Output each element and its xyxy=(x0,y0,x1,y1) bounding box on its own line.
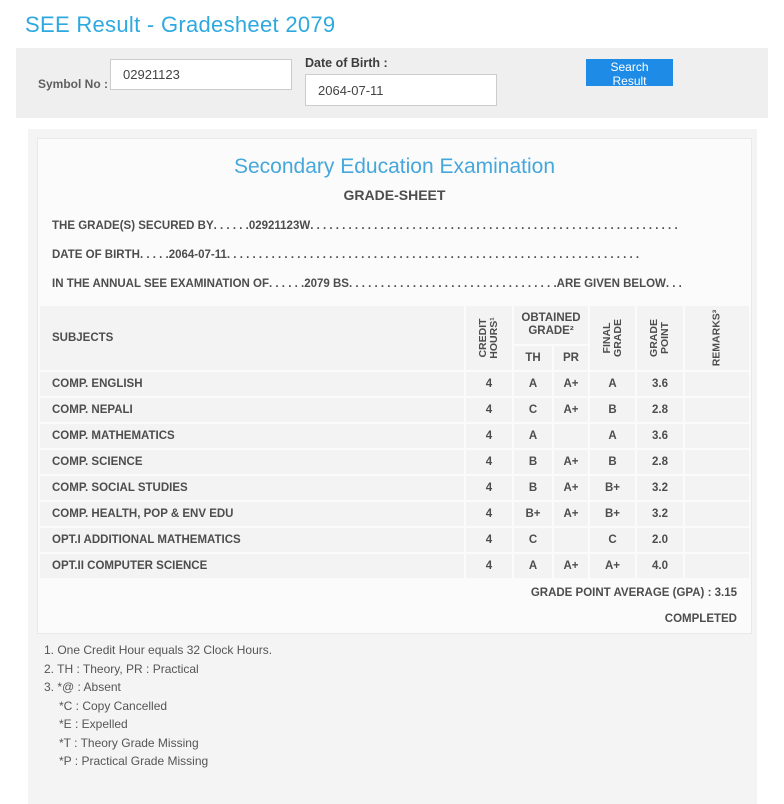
cell-th: A xyxy=(514,372,552,396)
cell-subject: COMP. ENGLISH xyxy=(40,372,464,396)
symbol-no-value: 02921123W xyxy=(248,219,311,232)
cell-final: A+ xyxy=(590,554,635,578)
table-row xyxy=(40,476,749,500)
dotted-filler: . . . xyxy=(665,277,682,290)
statements xyxy=(52,211,737,298)
cell-final: B+ xyxy=(590,502,635,526)
statement-label: DATE OF BIRTH xyxy=(52,248,140,261)
cell-credit: 4 xyxy=(466,450,512,474)
statement-secured-by xyxy=(52,211,737,240)
statement-label: IN THE ANNUAL SEE EXAMINATION OF xyxy=(52,277,270,290)
symbol-no-label: Symbol No : xyxy=(38,77,109,91)
search-result-button[interactable]: Search Result xyxy=(586,59,673,86)
table-row xyxy=(40,372,749,396)
dob-label: Date of Birth : xyxy=(305,56,388,70)
cell-grade-point: 3.2 xyxy=(637,476,683,500)
col-header-remarks-label: REMARKS³ xyxy=(710,309,723,367)
cell-credit: 4 xyxy=(466,398,512,422)
cell-grade-point: 2.8 xyxy=(637,398,683,422)
dotted-filler: . . . . . . . . . . . . . . . . . . . . . . . . . . . . . . . . . . . . . . . . . . . . . . . . . . . . . . . . . . . . . . . . . xyxy=(226,248,640,261)
cell-grade-point: 3.2 xyxy=(637,502,683,526)
dob-value: 2064-07-11 xyxy=(168,248,227,261)
cell-subject: COMP. HEALTH, POP & ENV EDU xyxy=(40,502,464,526)
cell-final: B xyxy=(590,398,635,422)
cell-th: C xyxy=(514,398,552,422)
col-header-obtained-line1: OBTAINED xyxy=(521,312,581,324)
cell-th: A xyxy=(514,424,552,448)
cell-subject: OPT.I ADDITIONAL MATHEMATICS xyxy=(40,528,464,552)
dotted-filler: . . . . . . . . . . . . . . . . . . . . . . . . . . . . . . . . . . . . . . . . . . . . . . . . . . . . . . . . . . xyxy=(310,219,678,232)
col-header-credit-line2: HOURS¹ xyxy=(488,317,500,359)
col-header-credit-hours xyxy=(466,306,512,370)
grade-table xyxy=(38,304,751,580)
dotted-filler: . . . . . . . . . . . . . . . . . . . . . . . . . . . . . . . . . xyxy=(348,277,557,290)
cell-th: B xyxy=(514,476,552,500)
exam-year-value: 2079 BS xyxy=(304,277,349,290)
col-header-remarks xyxy=(685,306,749,370)
cell-th: C xyxy=(514,528,552,552)
statement-suffix: ARE GIVEN BELOW xyxy=(556,277,666,290)
footnotes xyxy=(44,641,272,771)
table-row xyxy=(40,554,749,578)
cell-grade-point: 4.0 xyxy=(637,554,683,578)
cell-final: A xyxy=(590,372,635,396)
cell-credit: 4 xyxy=(466,424,512,448)
cell-pr: A+ xyxy=(554,554,588,578)
cell-pr xyxy=(554,424,588,448)
footnote: *P : Practical Grade Missing xyxy=(59,754,209,768)
cell-remarks xyxy=(685,476,749,500)
page-title: SEE Result - Gradesheet 2079 xyxy=(25,12,336,37)
cell-remarks xyxy=(685,528,749,552)
col-header-obtained-grade xyxy=(514,306,588,344)
cell-grade-point: 3.6 xyxy=(637,424,683,448)
col-header-credit-line1: CREDIT xyxy=(477,318,489,358)
footnote: 3. *@ : Absent xyxy=(44,680,121,694)
col-header-grade-point xyxy=(637,306,683,370)
cell-subject: OPT.II COMPUTER SCIENCE xyxy=(40,554,464,578)
table-row xyxy=(40,528,749,552)
statement-dob xyxy=(52,240,737,269)
cell-remarks xyxy=(685,424,749,448)
gradesheet-subheading: GRADE-SHEET xyxy=(343,187,446,203)
statement-label: THE GRADE(S) SECURED BY xyxy=(52,219,214,232)
cell-remarks xyxy=(685,554,749,578)
cell-final: A xyxy=(590,424,635,448)
table-row xyxy=(40,398,749,422)
cell-remarks xyxy=(685,502,749,526)
footnote: *E : Expelled xyxy=(59,717,128,731)
dotted-filler: . . . . . . xyxy=(213,219,249,232)
cell-credit: 4 xyxy=(466,554,512,578)
cell-th: A xyxy=(514,554,552,578)
cell-grade-point: 2.0 xyxy=(637,528,683,552)
status-completed: COMPLETED xyxy=(664,613,737,625)
table-row xyxy=(40,450,749,474)
cell-credit: 4 xyxy=(466,372,512,396)
cell-pr: A+ xyxy=(554,502,588,526)
col-header-obtained-line2: GRADE² xyxy=(528,325,574,337)
table-row xyxy=(40,502,749,526)
cell-pr xyxy=(554,528,588,552)
cell-remarks xyxy=(685,450,749,474)
col-header-final-line1: FINAL xyxy=(600,322,613,354)
cell-remarks xyxy=(685,398,749,422)
cell-final: C xyxy=(590,528,635,552)
col-header-th: TH xyxy=(514,346,552,370)
symbol-no-input[interactable] xyxy=(110,59,292,90)
col-header-gp-line1: GRADE xyxy=(648,319,661,357)
gpa-line: GRADE POINT AVERAGE (GPA) : 3.15 xyxy=(530,587,737,599)
cell-th: B+ xyxy=(514,502,552,526)
cell-credit: 4 xyxy=(466,476,512,500)
exam-heading: Secondary Education Examination xyxy=(233,155,556,178)
cell-grade-point: 2.8 xyxy=(637,450,683,474)
cell-subject: COMP. MATHEMATICS xyxy=(40,424,464,448)
col-header-final-line2: GRADE xyxy=(611,319,624,357)
cell-subject: COMP. SCIENCE xyxy=(40,450,464,474)
cell-final: B xyxy=(590,450,635,474)
dotted-filler: . . . . . xyxy=(139,248,169,261)
cell-subject: COMP. NEPALI xyxy=(40,398,464,422)
cell-pr: A+ xyxy=(554,398,588,422)
cell-final: B+ xyxy=(590,476,635,500)
cell-remarks xyxy=(685,372,749,396)
table-row xyxy=(40,424,749,448)
gradesheet-section xyxy=(28,129,757,804)
cell-credit: 4 xyxy=(466,502,512,526)
cell-pr: A+ xyxy=(554,372,588,396)
cell-subject: COMP. SOCIAL STUDIES xyxy=(40,476,464,500)
cell-grade-point: 3.6 xyxy=(637,372,683,396)
footnote: 1. One Credit Hour equals 32 Clock Hours. xyxy=(44,643,273,657)
cell-credit: 4 xyxy=(466,528,512,552)
footnote: *T : Theory Grade Missing xyxy=(59,735,199,750)
col-header-subjects: SUBJECTS xyxy=(40,306,464,370)
col-header-gp-line2: POINT xyxy=(659,321,672,355)
cell-pr: A+ xyxy=(554,476,588,500)
cell-pr: A+ xyxy=(554,450,588,474)
dotted-filler: . . . . . . xyxy=(269,277,305,290)
footnote: *C : Copy Cancelled xyxy=(59,698,168,713)
search-form xyxy=(16,48,768,118)
statement-exam-year xyxy=(52,269,737,298)
col-header-final-grade xyxy=(590,306,635,370)
gradesheet-panel xyxy=(37,138,752,634)
col-header-pr: PR xyxy=(554,346,588,370)
dob-input[interactable] xyxy=(305,74,497,106)
cell-th: B xyxy=(514,450,552,474)
table-header-row xyxy=(40,306,749,344)
footnote: 2. TH : Theory, PR : Practical xyxy=(44,661,199,676)
